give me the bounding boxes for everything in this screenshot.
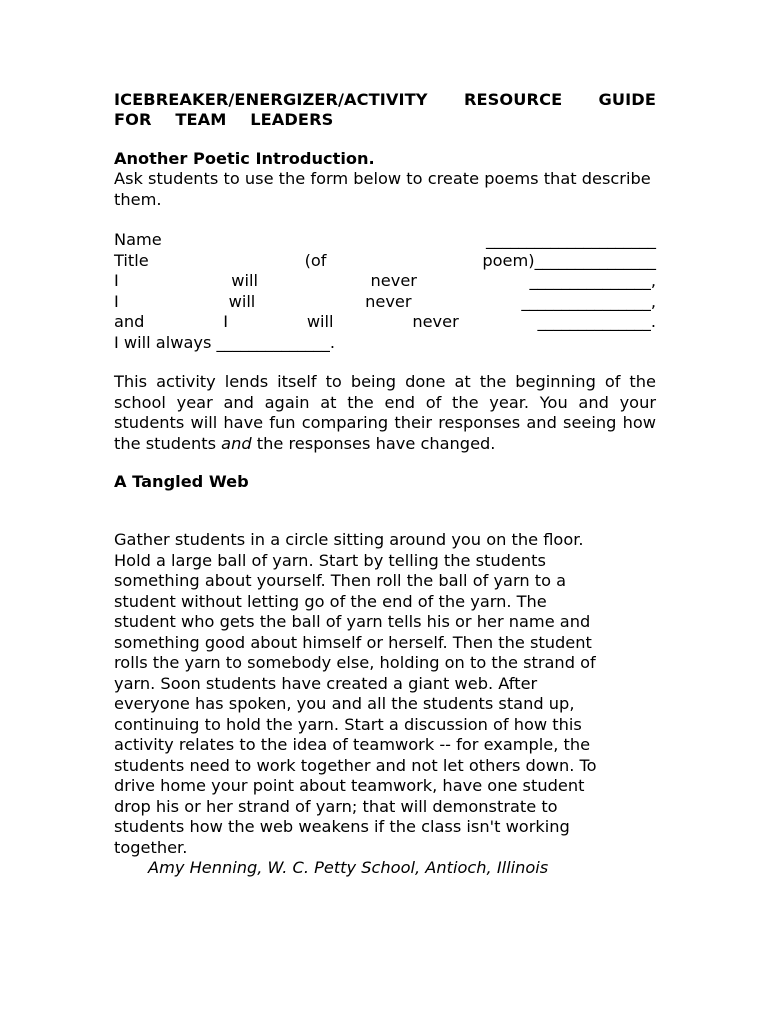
document-page <box>114 90 656 879</box>
form-row-will-always <box>114 333 656 354</box>
section-intro-text: Ask students to use the form below to create poems that describe them. <box>114 169 651 209</box>
body-line: Hold a large ball of yarn. Start by telling the students <box>114 550 546 570</box>
body-line: student who gets the ball of yarn tells his or her name and <box>114 612 591 631</box>
body-line: something good about himself or herself. Then the student <box>114 632 592 652</box>
document-title <box>114 90 656 130</box>
form-row-will-never-1 <box>114 271 656 292</box>
body-line: together. <box>114 837 188 857</box>
form-word: never <box>370 271 417 290</box>
body-line: student without letting go of the end of the yarn. The <box>114 591 547 611</box>
form-word: will <box>306 312 334 331</box>
body-line: activity relates to the idea of teamwork -- for example, the <box>114 735 591 754</box>
body-line: students need to work together and not let others down. To <box>114 755 597 775</box>
body-line: rolls the yarn to somebody else, holding on to the strand of <box>114 653 596 672</box>
title-word-2: RESOURCE <box>463 90 563 109</box>
form-row-name <box>114 230 656 251</box>
form-blank: ______________. <box>537 312 656 331</box>
form-line: I will always ______________. <box>114 332 335 352</box>
document-title-line-2: FOR TEAM LEADERS <box>114 110 334 129</box>
form-row-title <box>114 251 656 272</box>
body-line: students how the web weakens if the class isn't working <box>114 817 570 836</box>
body-line: yarn. Soon students have created a giant web. After <box>114 673 538 693</box>
title-word-1: ICEBREAKER/ENERGIZER/ACTIVITY <box>114 90 428 109</box>
form-row-will-never-2 <box>114 292 656 313</box>
form-word: never <box>412 312 459 331</box>
section-heading-tangled-web: A Tangled Web <box>114 472 249 491</box>
form-blank: _____________________ <box>486 230 656 249</box>
activity-description <box>114 372 656 454</box>
form-word: will <box>231 271 259 290</box>
document-title-line-1 <box>114 90 656 110</box>
body-line: drive home your point about teamwork, have one student <box>114 776 585 795</box>
emphasis-text: and <box>221 433 252 453</box>
form-word: never <box>365 291 412 311</box>
form-label: Name <box>114 230 162 249</box>
form-label: Title <box>114 250 149 270</box>
form-blank: _______________, <box>529 271 656 290</box>
form-word: (of <box>304 250 327 270</box>
title-word-3: GUIDE <box>598 90 656 109</box>
form-word: I <box>223 312 229 331</box>
form-word: will <box>228 291 256 311</box>
tangled-web-body <box>114 530 656 858</box>
paragraph-text: the responses have changed. <box>251 433 496 453</box>
form-word: and <box>114 312 145 331</box>
body-line: something about yourself. Then roll the ball of yarn to a <box>114 571 567 590</box>
section-heading-poetic-introduction: Another Poetic Introduction. <box>114 149 375 168</box>
poem-form <box>114 230 656 353</box>
form-blank: poem)_______________ <box>482 250 656 270</box>
form-blank: ________________, <box>521 291 656 311</box>
form-row-will-never-3 <box>114 312 656 333</box>
body-line: continuing to hold the yarn. Start a discussion of how this <box>114 714 582 734</box>
form-word: I <box>114 291 119 311</box>
body-line: everyone has spoken, you and all the students stand up, <box>114 694 575 713</box>
body-line: Gather students in a circle sitting around you on the floor. <box>114 530 584 549</box>
body-line: drop his or her strand of yarn; that will demonstrate to <box>114 796 558 816</box>
attribution-credit: Amy Henning, W. C. Petty School, Antioch, Illinois <box>148 858 549 877</box>
form-word: I <box>114 271 119 290</box>
paragraph-text: This activity lends itself to being done at the beginning of the school year and again at the end of the year. You and your students will have fun comparing their responses and seeing how the students <box>114 372 656 453</box>
